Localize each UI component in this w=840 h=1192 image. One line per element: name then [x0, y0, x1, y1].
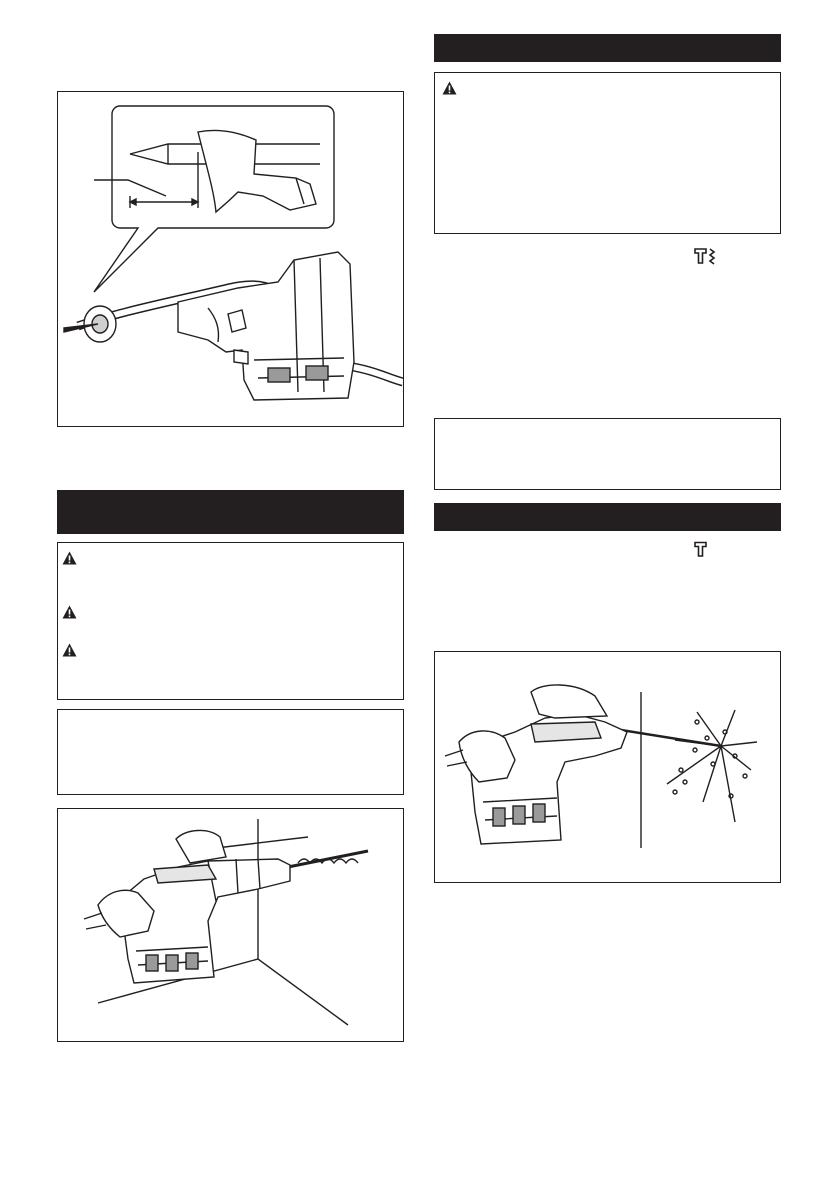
- figure-chipping: [434, 651, 781, 883]
- figure-drilling-wall: [57, 808, 404, 1042]
- warning-triangle-icon: [62, 551, 77, 565]
- drilling-wall-illustration: [58, 809, 403, 1041]
- hammer-drill-mode-icon: [694, 247, 718, 265]
- dust-extractor-illustration: [58, 92, 403, 426]
- warning-triangle-icon: [62, 605, 77, 619]
- warning-box-right: [434, 72, 781, 234]
- note-box: [57, 709, 404, 795]
- hammer-only-mode-icon: [694, 541, 708, 557]
- warning-triangle-icon: [62, 643, 77, 657]
- section-header-bottom: [434, 503, 781, 531]
- note-box-right: [434, 418, 781, 490]
- section-header-top: [434, 34, 781, 62]
- section-header: [57, 490, 404, 534]
- chipping-illustration: [435, 652, 780, 882]
- warning-triangle-icon: [442, 81, 457, 95]
- figure-dust-extractor: [57, 91, 404, 427]
- warning-box: [57, 542, 404, 700]
